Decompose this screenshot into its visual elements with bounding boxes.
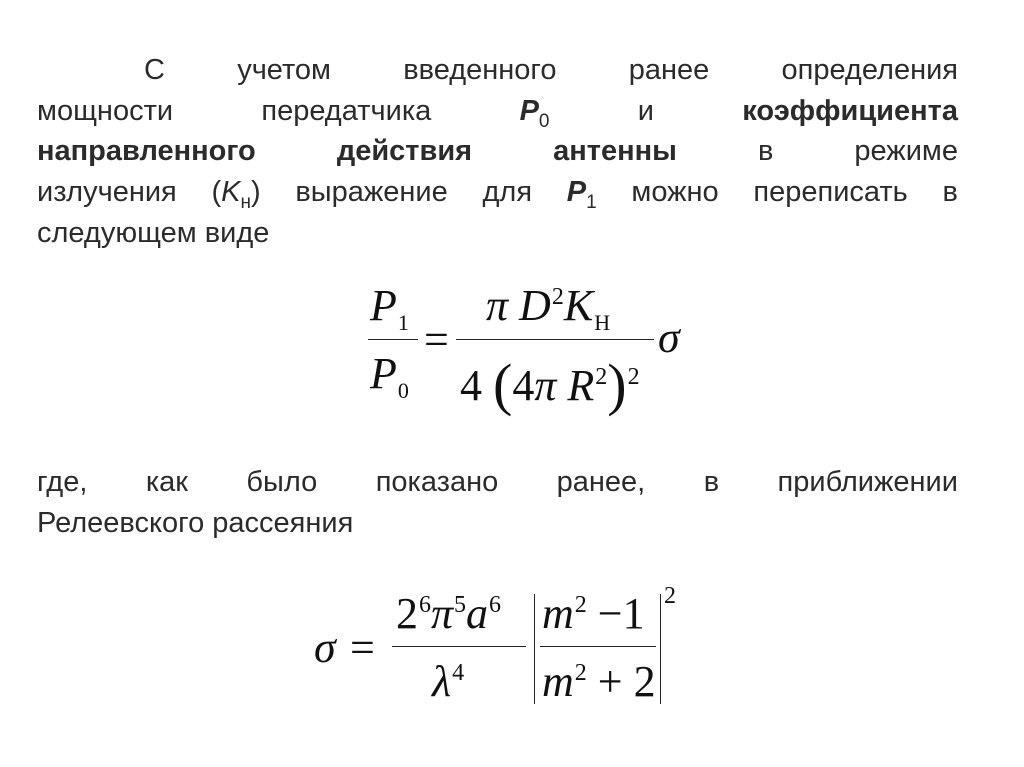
abs-denominator: $m^2 + 2$ (542, 657, 656, 706)
p-letter: P (519, 94, 539, 127)
paren-open: ( (211, 176, 222, 209)
word: введенного (403, 54, 557, 86)
p-subscript: 1 (586, 192, 597, 214)
word-bold: коэффициента (742, 94, 958, 127)
word: передатчика (261, 94, 432, 127)
main-denominator: $\lambda^4$ (432, 657, 465, 706)
abs-fraction-bar (540, 646, 656, 647)
intro-line-4 (37, 172, 958, 213)
lhs-numerator: $P_1$ (370, 281, 409, 335)
kn-symbol (211, 172, 260, 213)
word-bold: антенны (553, 135, 677, 168)
rayleigh-cross-section-formula (310, 580, 690, 730)
paren-close: ) (250, 176, 261, 209)
word: определения (781, 54, 958, 86)
word: в (757, 135, 774, 168)
p-letter: P (566, 176, 587, 209)
main-numerator: $2^6\pi^5a^6$ (396, 589, 502, 638)
word: ранее (628, 54, 710, 86)
rayleigh-line-1 (37, 462, 958, 503)
abs-exponent: 2 (664, 583, 676, 609)
word: переписать (753, 176, 908, 209)
word: можно (631, 176, 719, 209)
p1-symbol (567, 172, 597, 213)
rhs-fraction-bar (456, 339, 654, 340)
k-letter: K (221, 176, 241, 209)
rayleigh-paragraph (37, 462, 958, 543)
rhs-denominator: 4 (4π $R^2)^2$ (460, 352, 640, 417)
word: и (637, 94, 654, 127)
k-subscript: н (240, 192, 251, 214)
lhs-fraction-bar (368, 339, 418, 340)
word: в (703, 466, 720, 498)
equals-sign: = (424, 315, 449, 364)
word: где, (37, 466, 88, 498)
main-fraction-bar (392, 646, 526, 647)
word: мощности (37, 94, 174, 127)
equals-sign: = (350, 623, 375, 672)
word: излучения (37, 176, 177, 209)
word: было (246, 466, 318, 498)
text-line: следующем виде (37, 216, 270, 249)
intro-line-1 (37, 50, 958, 91)
word: для (482, 176, 533, 209)
power-ratio-formula (360, 272, 700, 427)
p0-symbol (520, 91, 550, 132)
abs-bar-right (660, 594, 661, 704)
word: приближении (777, 466, 958, 498)
word-bold: действия (336, 135, 473, 168)
word: ранее, (556, 466, 646, 498)
abs-numerator: $m^2 -1$ (542, 589, 645, 638)
word: режиме (854, 135, 958, 168)
word: показано (375, 466, 499, 498)
intro-line-2 (37, 91, 958, 132)
sigma-symbol: σ (314, 623, 336, 672)
word: в (942, 176, 958, 209)
rayleigh-line-2 (37, 503, 958, 544)
word: как (145, 466, 188, 498)
word: выражение (295, 176, 448, 209)
word: учетом (237, 54, 331, 86)
abs-bar-left (534, 594, 535, 704)
word-bold: направленного (37, 135, 256, 168)
intro-paragraph (37, 50, 958, 253)
word: С (144, 54, 165, 86)
p-subscript: 0 (538, 110, 550, 132)
text-line: Релеевского рассеяния (37, 506, 354, 539)
intro-line-3 (37, 131, 958, 172)
intro-line-5 (37, 213, 958, 254)
rhs-numerator: π $D^2K_Н$ (486, 281, 611, 335)
lhs-denominator: $P_0$ (370, 349, 409, 403)
sigma-symbol: σ (658, 313, 680, 362)
